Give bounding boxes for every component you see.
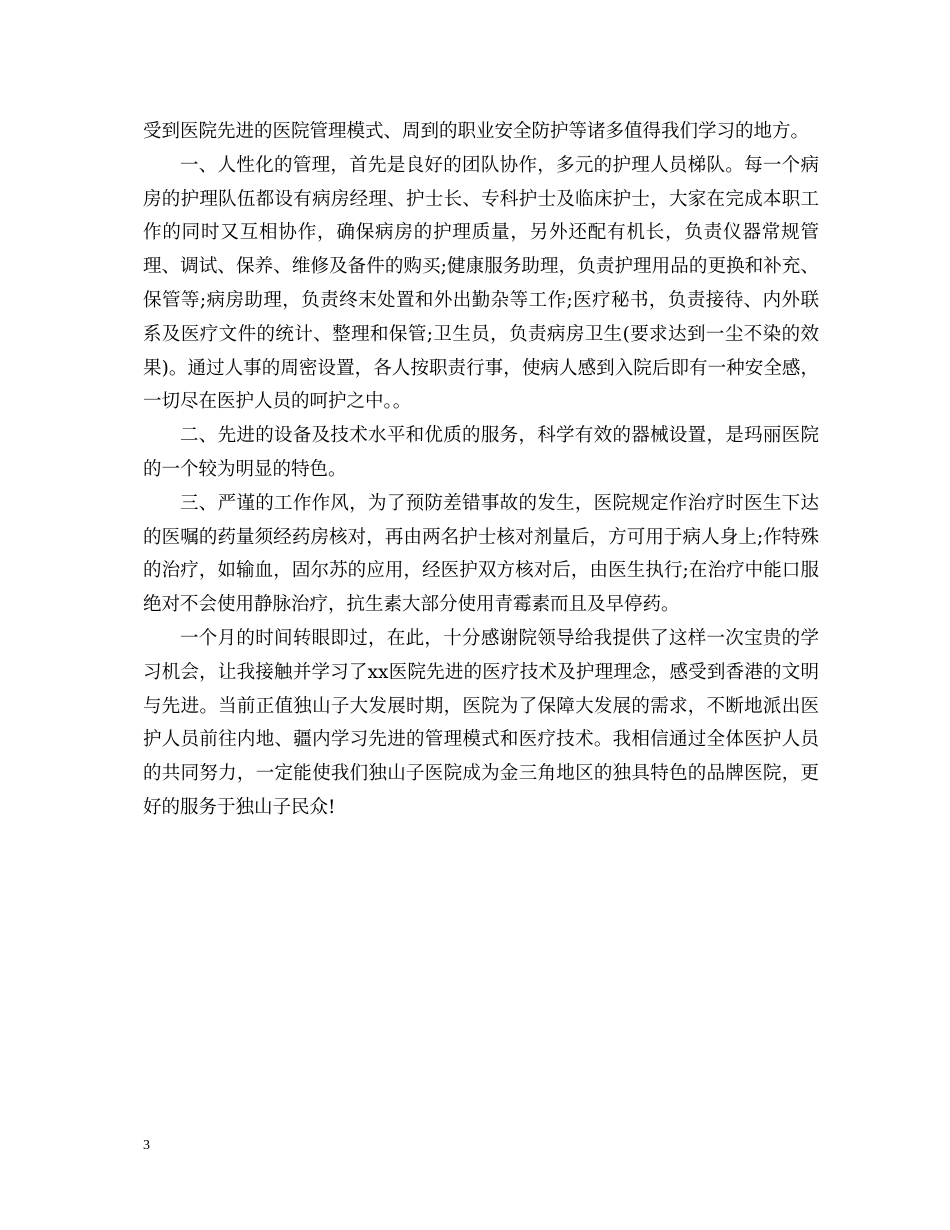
document-body — [143, 115, 819, 825]
paragraph-conclusion: 一个月的时间转眼即过，在此，十分感谢院领导给我提供了这样一次宝贵的学习机会，让我接触并学习了xx医院先进的医疗技术及护理理念，感受到香港的文明与先进。当前正值独山子大发展时期，医院为了保障大发展的需求，不断地派出医护人员前往内地、疆内学习先进的管理模式和医疗技术。我相信通过全体医护人员的共同努力，一定能使我们独山子医院成为金三角地区的独具特色的品牌医院，更好的服务于独山子民众! — [143, 627, 819, 818]
page-number: 3 — [143, 1138, 150, 1153]
paragraph-continuation: 受到医院先进的医院管理模式、周到的职业安全防护等诸多值得我们学习的地方。 — [143, 121, 810, 142]
paragraph-rigorous-work-style: 三、严谨的工作作风，为了预防差错事故的发生，医院规定作治疗时医生下达的医嘱的药量须经药房核对，再由两名护士核对剂量后，方可用于病人身上;作特殊的治疗，如输血，固尔苏的应用，经医护双方核对后，由医生执行;在治疗中能口服绝对不会使用静脉治疗，抗生素大部分使用青霉素而且及早停药。 — [143, 492, 819, 616]
paragraph-humanized-management: 一、人性化的管理，首先是良好的团队协作，多元的护理人员梯队。每一个病房的护理队伍都设有病房经理、护士长、专科护士及临床护士，大家在完成本职工作的同时又互相协作，确保病房的护理质量，另外还配有机长，负责仪器常规管理、调试、保养、维修及备件的购买;健康服务助理，负责护理用品的更换和补充、保管等;病房助理，负责终末处置和外出勤杂等工作;医疗秘书，负责接待、内外联系及医疗文件的统计、整理和保管;卫生员，负责病房卫生(要求达到一尘不染的效果)。通过人事的周密设置，各人按职责行事，使病人感到入院后即有一种安全感，一切尽在医护人员的呵护之中。。 — [143, 154, 819, 413]
paragraph-advanced-equipment: 二、先进的设备及技术水平和优质的服务，科学有效的器械设置，是玛丽医院的一个较为明显的特色。 — [143, 425, 819, 480]
